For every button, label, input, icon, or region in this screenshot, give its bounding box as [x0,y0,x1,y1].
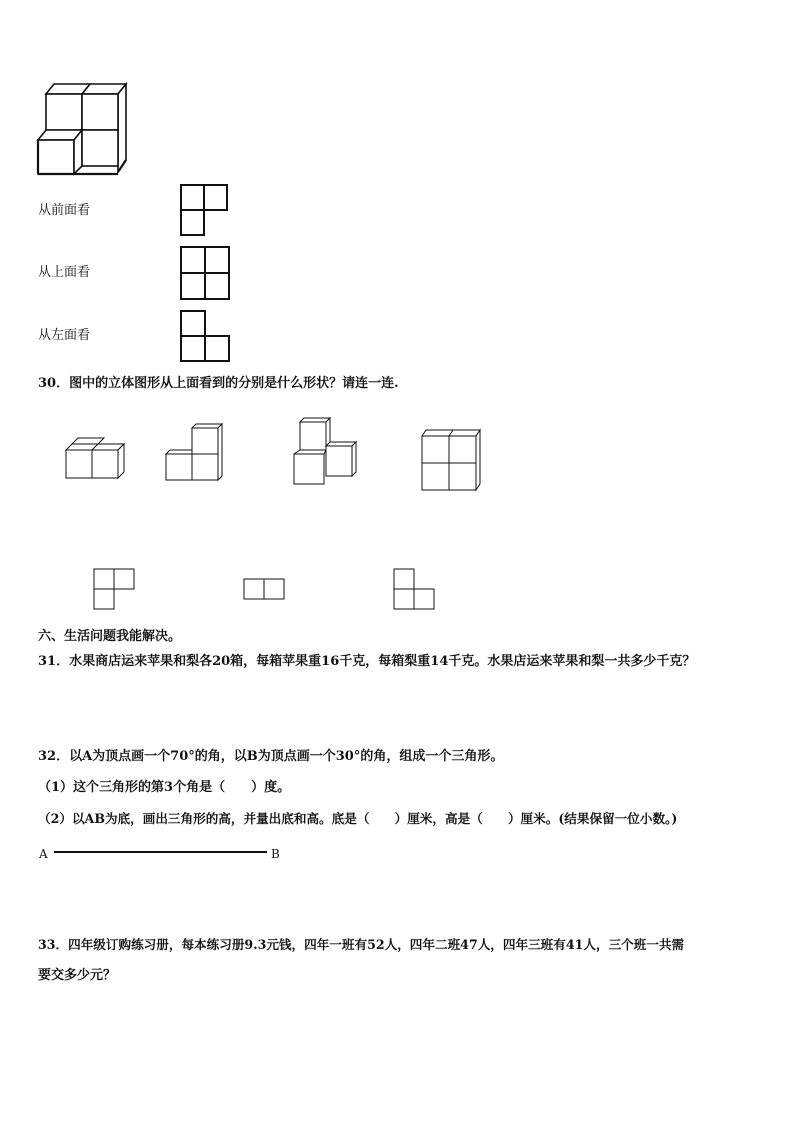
q30-solid-1 [62,436,128,482]
q30-solid-4 [420,428,484,492]
q32-part-2: （2）以AB为底，画出三角形的高，并量出底和高。底是（ ）厘米，高是（ ）厘米。(结果保留一位小数。) [38,811,678,826]
q33-text-line-1: 33．四年级订购练习册，每本练习册9.3元钱，四年一班有52人，四年二班47人，四年三班有41人，三个班一共需 [38,937,685,952]
q33-text-line-2: 要交多少元？ [38,968,117,983]
front-view-figure [180,184,230,238]
section-6-heading: 六、生活问题我能解决。 [38,629,182,644]
top-view-label: 从上面看 [38,265,91,280]
solid-figure-top [38,80,133,180]
q30-solid-3 [290,416,362,486]
top-view-figure [180,246,232,302]
left-view-label: 从左面看 [38,328,91,343]
q31-text: 31．水果商店运来苹果和梨各20箱，每箱苹果重16千克，每箱梨重14千克。水果店运来苹果和梨一共多少千克？ [38,654,696,669]
q30-top-view-option-2 [243,578,287,602]
q30-top-view-option-1 [93,568,137,612]
segment-ab [54,851,267,853]
q30-top-view-option-3 [393,568,437,612]
front-view-label: 从前面看 [38,203,91,218]
q32-part-1: （1）这个三角形的第3个角是（ ）度。 [38,780,291,795]
q30-text: 30．图中的立体图形从上面看到的分别是什么形状？请连一连. [38,376,399,391]
point-b-label: B [271,847,280,861]
left-view-figure [180,310,232,364]
q30-solid-2 [164,422,228,484]
q32-text: 32．以A为顶点画一个70°的角，以B为顶点画一个30°的角，组成一个三角形。 [38,749,504,764]
point-a-label: A [39,847,48,861]
